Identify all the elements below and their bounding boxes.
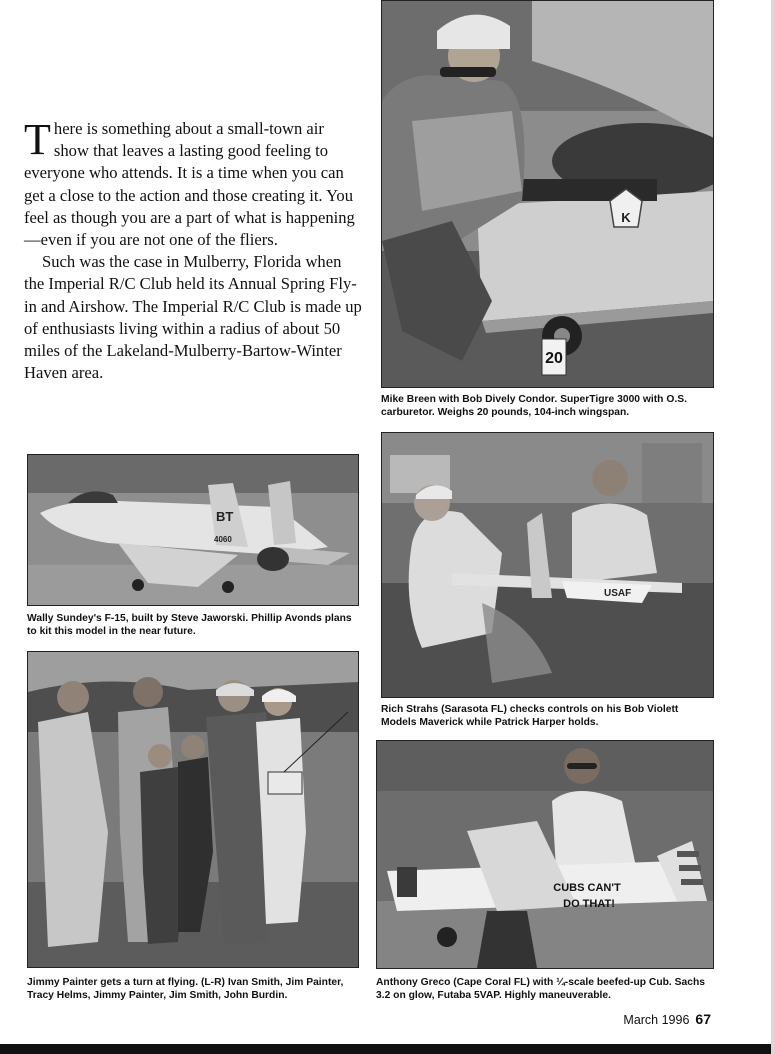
paragraph-2: Such was the case in Mulberry, Florida when the Imperial R/C Club held its Annual Spring Fly-in and Airshow. The Imperial R/C Club is made up of enthusiasts living within a radius of about 50 miles of the Lakeland-Mulberry-Bartow-Winter Haven area. xyxy=(24,252,362,383)
maverick-wing-text: USAF xyxy=(604,588,632,599)
caption-jimmy-painter: Jimmy Painter gets a turn at flying. (L-R) Ivan Smith, Jim Painter, Tracy Helms, Jimmy Painter, Jim Smith, John Burdin. xyxy=(27,977,344,1001)
f15-serial: 4060 xyxy=(214,535,232,544)
photo-anthony-greco xyxy=(376,740,714,969)
cub-fuselage-text-2: DO THAT! xyxy=(563,898,615,910)
caption-mike-breen: Mike Breen with Bob Dively Condor. SuperTigre 3000 with O.S. carburetor. Weighs 20 pounds, 104-inch wingspan. xyxy=(381,394,687,418)
number-sign: 20 xyxy=(545,350,563,367)
article-body xyxy=(24,115,362,384)
paragraph-1-text: here is something about a small-town air show that leaves a lasting good feeling to everyone who attends. It is a time when you can get a close to the action and those creating it. You feel as though you are a part of what is happening—even if you are not one of the fliers. xyxy=(24,119,355,250)
photo-jimmy-painter xyxy=(27,651,359,968)
bottom-scan-border xyxy=(0,1044,775,1054)
condor-tail-letter: K xyxy=(621,210,631,225)
photo-f15 xyxy=(27,454,359,606)
paragraph-1 xyxy=(24,115,362,251)
f15-tail-code: BT xyxy=(216,509,234,524)
right-scan-edge xyxy=(771,0,775,1054)
photo-mike-breen-condor xyxy=(381,0,714,388)
issue-date: March 1996 xyxy=(623,1013,690,1027)
caption-f15: Wally Sundey's F-15, built by Steve Jaworski. Phillip Avonds plans to kit this model in the near future. xyxy=(27,613,352,637)
page-footer xyxy=(623,1011,711,1027)
drop-cap: T xyxy=(24,115,51,164)
caption-anthony-greco: Anthony Greco (Cape Coral FL) with ¼-scale beefed-up Cub. Sachs 3.2 on glow, Futaba 5VAP. Highly maneuverable. xyxy=(376,977,705,1001)
caption-rich-strahs: Rich Strahs (Sarasota FL) checks controls on his Bob Violett Models Maverick while Patrick Harper holds. xyxy=(381,704,679,728)
cub-fuselage-text-1: CUBS CAN'T xyxy=(553,882,621,894)
page-number: 67 xyxy=(695,1011,711,1027)
photo-rich-strahs xyxy=(381,432,714,698)
